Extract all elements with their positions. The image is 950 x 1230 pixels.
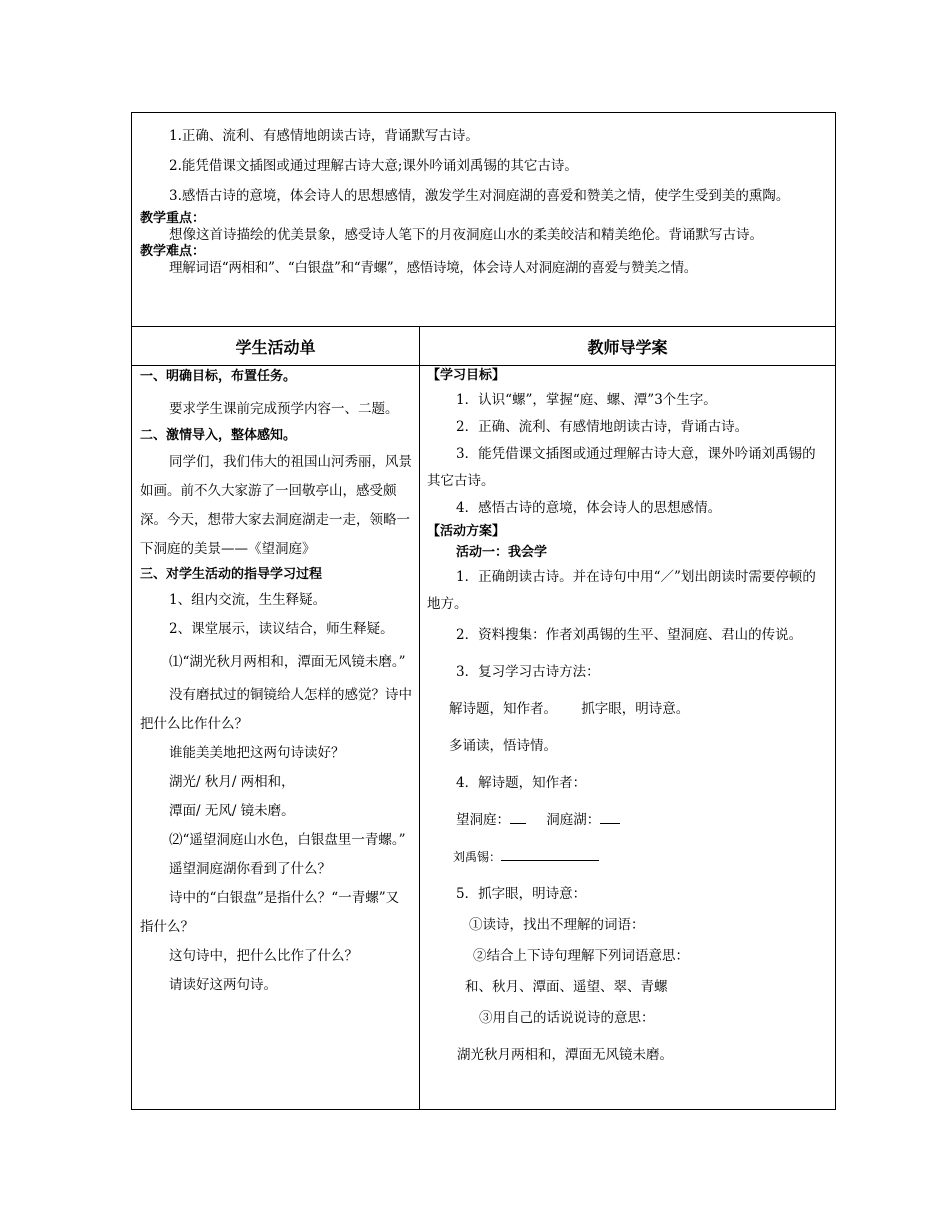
left-question-1d: 潭面/ 无风/ 镜未磨。 — [169, 803, 295, 819]
fill-label-wangdongting: 望洞庭： — [456, 812, 510, 828]
left-question-2c: 这句诗中，把什么比作了什么？ — [169, 948, 358, 964]
left-section-3-item-2: 2、课堂展示，读议结合，师生释疑。 — [169, 621, 394, 637]
activity-item-1: 1．正确朗读古诗。并在诗句中用“／”划出朗读时需要停顿的地方。 — [427, 569, 816, 612]
left-section-2-title: 二、激情导入，整体感知。 — [140, 428, 297, 443]
right-column-header: 教师导学案 — [587, 338, 668, 357]
fill-label-author: 刘禹锡： — [453, 850, 502, 864]
method-line-1 — [427, 696, 827, 723]
objectives-block — [132, 113, 835, 327]
fill-blank-2 — [600, 811, 620, 824]
left-section-1-title: 一、明确目标，布置任务。 — [140, 369, 297, 384]
left-question-2: ⑵“遥望洞庭山水色，白银盘里一青螺。” — [169, 832, 406, 848]
plan-title: 【活动方案】 — [427, 524, 506, 539]
left-section-2-text: 同学们，我们伟大的祖国山河秀丽，风景如画。前不久大家游了一回敬亭山，感受颇深。今天，想带大家去洞庭湖走一走，领略一下洞庭的美景——《望洞庭》 — [140, 454, 412, 557]
poem-line: 湖光秋月两相和，潭面无风镜未磨。 — [457, 1047, 673, 1063]
left-question-1c: 湖光/ 秋月/ 两相和， — [169, 774, 295, 790]
column-divider — [419, 327, 420, 1109]
step-1: ①读诗，找出不理解的词语： — [469, 917, 645, 933]
left-question-1b: 谁能美美地把这两句诗读好？ — [169, 745, 345, 761]
left-question-2d: 请读好这两句诗。 — [169, 977, 277, 993]
left-column-header: 学生活动单 — [235, 338, 316, 357]
student-activity-column — [140, 365, 412, 1000]
step-3: ③用自己的话说说诗的意思： — [479, 1010, 655, 1026]
goal-1: 1．认识“螺”，掌握“庭、螺、潭”3个生字。 — [456, 392, 717, 408]
fill-blank-1 — [510, 811, 526, 824]
title-fill-line — [427, 807, 827, 834]
step-2: ②结合上下诗句理解下列词语意思： — [473, 948, 689, 964]
activity-item-5: 5．抓字眼，明诗意： — [456, 886, 587, 902]
teacher-guide-column — [427, 365, 827, 1069]
word-list: 和、秋月、潭面、遥望、翠、青螺 — [465, 979, 668, 995]
activity-item-3: 3．复习学习古诗方法： — [456, 664, 600, 680]
method-2: 抓字眼，明诗意。 — [581, 701, 690, 717]
left-question-1a: 没有磨拭过的铜镜给人怎样的感觉？诗中把什么比作什么？ — [140, 687, 412, 732]
goals-title: 【学习目标】 — [427, 368, 506, 383]
left-section-3-item-1: 1、组内交流，生生释疑。 — [169, 592, 327, 608]
objective-3: 3.感悟古诗的意境，体会诗人的思想感情，激发学生对洞庭湖的喜爱和赞美之情，使学生受到美的熏陶。 — [169, 188, 790, 204]
activity-1-title: 活动一：我会学 — [456, 545, 548, 560]
key-points-label: 教学重点： — [140, 211, 206, 226]
activity-item-2: 2．资料搜集：作者刘禹锡的生平、望洞庭、君山的传说。 — [456, 627, 803, 643]
method-1: 解诗题，知作者。 — [449, 701, 557, 717]
method-3: 多诵读，悟诗情。 — [449, 738, 557, 754]
goal-4: 4．感悟古诗的意境，体会诗人的思想感情。 — [456, 500, 722, 516]
left-section-3-title: 三、对学生活动的指导学习过程 — [140, 567, 323, 582]
objective-2: 2.能凭借课文插图或通过理解古诗大意;课外吟诵刘禹锡的其它古诗。 — [169, 158, 578, 174]
left-question-2a: 遥望洞庭湖你看到了什么？ — [169, 861, 331, 877]
fill-label-dongtinghu: 洞庭湖： — [546, 812, 601, 828]
goal-3: 3．能凭借课文插图或通过理解古诗大意，课外吟诵刘禹锡的其它古诗。 — [427, 446, 816, 489]
key-points-text: 想像这首诗描绘的优美景象，感受诗人笔下的月夜洞庭山水的柔美皎洁和精美绝伦。背诵默写古诗。 — [169, 227, 763, 243]
author-fill-line — [427, 844, 827, 871]
lesson-table — [131, 112, 836, 1110]
fill-blank-3 — [501, 848, 599, 861]
goal-2: 2．正确、流利、有感情地朗读古诗，背诵古诗。 — [456, 419, 749, 435]
left-question-2b: 诗中的“白银盘”是指什么？“一青螺”又指什么？ — [140, 890, 400, 935]
activity-item-4: 4．解诗题，知作者： — [456, 775, 587, 791]
objective-1: 1.正确、流利、有感情地朗读古诗，背诵默写古诗。 — [169, 128, 479, 144]
difficulty-label: 教学难点： — [140, 244, 206, 259]
divider-top — [132, 326, 835, 327]
left-section-1-text: 要求学生课前完成预学内容一、二题。 — [169, 401, 399, 417]
difficulty-text: 理解词语“两相和”、“白银盘”和“青螺”，感悟诗境，体会诗人对洞庭湖的喜爱与赞美之情。 — [169, 260, 698, 276]
left-question-1: ⑴“湖光秋月两相和，潭面无风镜未磨。” — [169, 654, 406, 670]
